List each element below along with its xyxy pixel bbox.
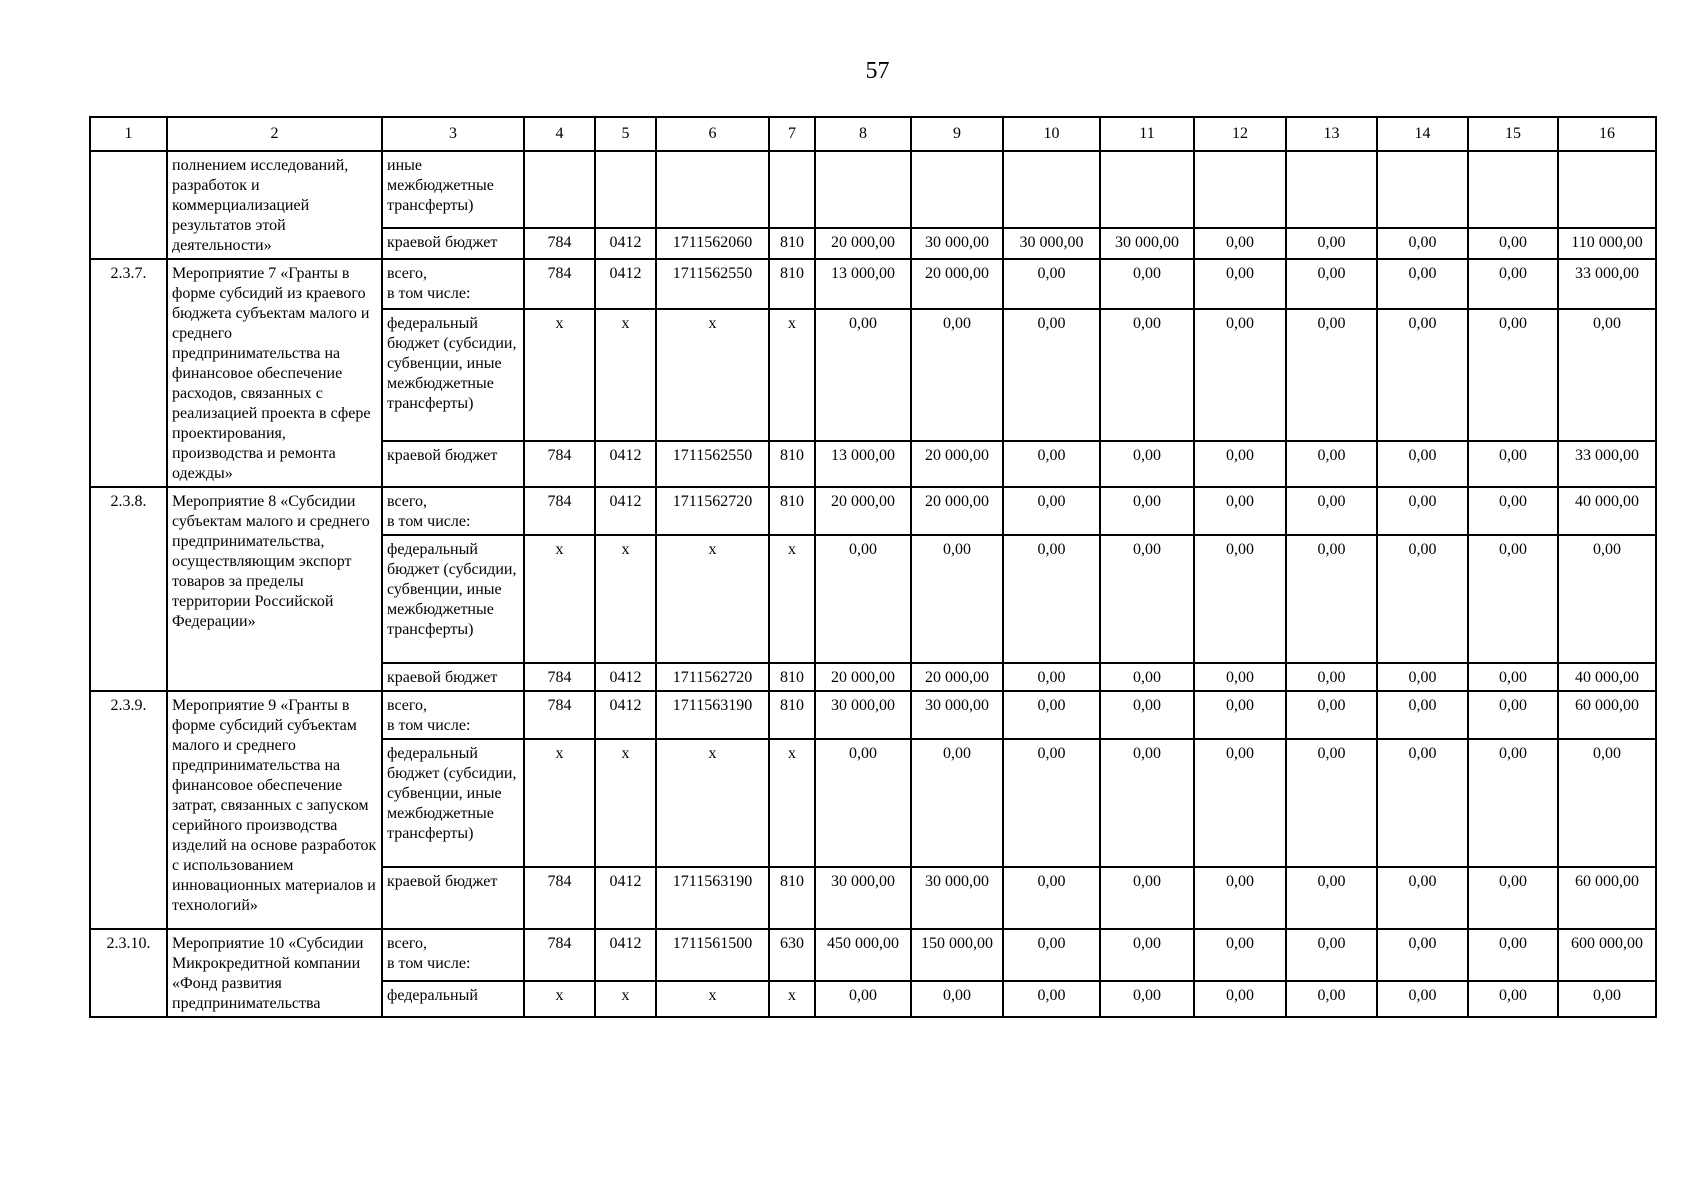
cell-expense-type: 810: [769, 441, 815, 487]
cell-y5: 0,00: [1194, 691, 1286, 739]
cell-y7: 0,00: [1377, 691, 1468, 739]
cell-y3: 0,00: [1003, 867, 1100, 929]
cell-y3: 0,00: [1003, 691, 1100, 739]
cell-y8: 0,00: [1468, 535, 1558, 663]
budget-table: [89, 116, 1657, 1018]
funding-source: краевой бюджет: [382, 441, 524, 487]
column-number-2: 2: [167, 117, 382, 151]
item-description: Мероприятие 9 «Гранты в форме субсидий субъектам малого и среднего предпринимательства на финансовое обеспечение затрат, связанных с запуском серийного производства изделий на основе разработок с использованием инновационных материалов и технологий»: [167, 691, 382, 929]
cell-y3: 0,00: [1003, 739, 1100, 867]
cell-y3: 0,00: [1003, 259, 1100, 309]
cell-y7: 0,00: [1377, 739, 1468, 867]
column-number-15: 15: [1468, 117, 1558, 151]
cell-y7: 0,00: [1377, 487, 1468, 535]
cell-y6: 0,00: [1286, 309, 1377, 442]
cell-y6: 0,00: [1286, 981, 1377, 1018]
cell-y1: 0,00: [815, 309, 911, 442]
cell-y6: 0,00: [1286, 441, 1377, 487]
cell-y7: 0,00: [1377, 929, 1468, 981]
cell-y1: [815, 151, 911, 228]
cell-total: 40 000,00: [1558, 487, 1656, 535]
cell-y6: [1286, 151, 1377, 228]
cell-section: x: [595, 739, 656, 867]
cell-section: 0412: [595, 929, 656, 981]
cell-y2: 0,00: [911, 981, 1003, 1018]
cell-chapter: 784: [524, 441, 595, 487]
cell-y6: 0,00: [1286, 929, 1377, 981]
cell-y5: [1194, 151, 1286, 228]
funding-source: федеральный бюджет (субсидии, субвенции, иные межбюджетные трансферты): [382, 739, 524, 867]
cell-y7: [1377, 151, 1468, 228]
cell-section: 0412: [595, 228, 656, 259]
cell-total: 600 000,00: [1558, 929, 1656, 981]
cell-y1: 13 000,00: [815, 259, 911, 309]
cell-y8: 0,00: [1468, 691, 1558, 739]
funding-source: федеральный бюджет (субсидии, субвенции, иные межбюджетные трансферты): [382, 535, 524, 663]
cell-y6: 0,00: [1286, 867, 1377, 929]
column-number-row: [90, 117, 1656, 151]
funding-source: всего, в том числе:: [382, 691, 524, 739]
cell-y4: 0,00: [1100, 867, 1194, 929]
cell-y2: 30 000,00: [911, 691, 1003, 739]
item-number: 2.3.7.: [90, 259, 167, 487]
cell-total: 33 000,00: [1558, 259, 1656, 309]
cell-section: 0412: [595, 259, 656, 309]
cell-y4: 0,00: [1100, 691, 1194, 739]
cell-y3: 0,00: [1003, 929, 1100, 981]
cell-y5: 0,00: [1194, 929, 1286, 981]
cell-y1: 20 000,00: [815, 663, 911, 691]
column-number-13: 13: [1286, 117, 1377, 151]
cell-total: 0,00: [1558, 309, 1656, 442]
cell-y8: 0,00: [1468, 441, 1558, 487]
cell-expense-type: x: [769, 739, 815, 867]
column-number-11: 11: [1100, 117, 1194, 151]
cell-expense-type: x: [769, 309, 815, 442]
funding-source: иные межбюджетные трансферты): [382, 151, 524, 228]
cell-y7: 0,00: [1377, 441, 1468, 487]
column-number-9: 9: [911, 117, 1003, 151]
cell-y5: 0,00: [1194, 441, 1286, 487]
cell-y2: [911, 151, 1003, 228]
cell-y4: 0,00: [1100, 441, 1194, 487]
column-number-4: 4: [524, 117, 595, 151]
cell-expense-type: x: [769, 535, 815, 663]
cell-y5: 0,00: [1194, 535, 1286, 663]
cell-y8: 0,00: [1468, 867, 1558, 929]
cell-y3: 0,00: [1003, 487, 1100, 535]
cell-y4: 30 000,00: [1100, 228, 1194, 259]
cell-y1: 450 000,00: [815, 929, 911, 981]
cell-y6: 0,00: [1286, 691, 1377, 739]
cell-y5: 0,00: [1194, 867, 1286, 929]
cell-y1: 0,00: [815, 981, 911, 1018]
table-row: [90, 259, 1656, 309]
funding-source: федеральный: [382, 981, 524, 1018]
cell-y7: 0,00: [1377, 981, 1468, 1018]
page-number: 57: [865, 58, 890, 84]
column-number-6: 6: [656, 117, 769, 151]
item-description: полнением исследований, разработок и коммерциализацией результатов этой деятельности»: [167, 151, 382, 259]
cell-target-article: 1711562550: [656, 259, 769, 309]
cell-chapter: 784: [524, 228, 595, 259]
item-description: Мероприятие 7 «Гранты в форме субсидий из краевого бюджета субъектам малого и среднего предпринимательства на финансовое обеспечение расходов, связанных с реализацией проекта в сфере проектирования, производства и ремонта одежды»: [167, 259, 382, 487]
cell-chapter: x: [524, 535, 595, 663]
column-number-3: 3: [382, 117, 524, 151]
cell-y2: 0,00: [911, 535, 1003, 663]
cell-y2: 20 000,00: [911, 259, 1003, 309]
funding-source: краевой бюджет: [382, 228, 524, 259]
cell-total: [1558, 151, 1656, 228]
cell-target-article: 1711562550: [656, 441, 769, 487]
cell-y3: 0,00: [1003, 309, 1100, 442]
funding-source: федеральный бюджет (субсидии, субвенции, иные межбюджетные трансферты): [382, 309, 524, 442]
column-number-12: 12: [1194, 117, 1286, 151]
cell-y4: 0,00: [1100, 981, 1194, 1018]
cell-y6: 0,00: [1286, 228, 1377, 259]
cell-y7: 0,00: [1377, 259, 1468, 309]
cell-target-article: x: [656, 535, 769, 663]
cell-y4: [1100, 151, 1194, 228]
cell-y5: 0,00: [1194, 309, 1286, 442]
cell-y3: 0,00: [1003, 535, 1100, 663]
cell-chapter: 784: [524, 929, 595, 981]
cell-y6: 0,00: [1286, 487, 1377, 535]
cell-y1: 0,00: [815, 535, 911, 663]
cell-section: x: [595, 981, 656, 1018]
cell-y4: 0,00: [1100, 663, 1194, 691]
cell-target-article: x: [656, 309, 769, 442]
column-number-5: 5: [595, 117, 656, 151]
cell-y3: 0,00: [1003, 441, 1100, 487]
cell-chapter: x: [524, 981, 595, 1018]
cell-section: 0412: [595, 663, 656, 691]
cell-target-article: [656, 151, 769, 228]
cell-y6: 0,00: [1286, 739, 1377, 867]
cell-chapter: [524, 151, 595, 228]
cell-section: 0412: [595, 441, 656, 487]
cell-section: x: [595, 535, 656, 663]
cell-y2: 20 000,00: [911, 663, 1003, 691]
funding-source: краевой бюджет: [382, 867, 524, 929]
cell-y3: 0,00: [1003, 981, 1100, 1018]
cell-expense-type: 810: [769, 663, 815, 691]
cell-y3: [1003, 151, 1100, 228]
cell-expense-type: 810: [769, 487, 815, 535]
cell-y4: 0,00: [1100, 535, 1194, 663]
item-number: 2.3.8.: [90, 487, 167, 691]
cell-section: x: [595, 309, 656, 442]
cell-y6: 0,00: [1286, 663, 1377, 691]
column-number-10: 10: [1003, 117, 1100, 151]
cell-y1: 20 000,00: [815, 487, 911, 535]
cell-y8: 0,00: [1468, 663, 1558, 691]
cell-total: 33 000,00: [1558, 441, 1656, 487]
cell-y2: 30 000,00: [911, 867, 1003, 929]
funding-source: всего, в том числе:: [382, 487, 524, 535]
item-number: [90, 151, 167, 259]
cell-y5: 0,00: [1194, 739, 1286, 867]
cell-y2: 150 000,00: [911, 929, 1003, 981]
cell-chapter: 784: [524, 487, 595, 535]
cell-y3: 0,00: [1003, 663, 1100, 691]
cell-y4: 0,00: [1100, 929, 1194, 981]
cell-y2: 20 000,00: [911, 441, 1003, 487]
cell-expense-type: x: [769, 981, 815, 1018]
cell-target-article: 1711563190: [656, 867, 769, 929]
cell-chapter: 784: [524, 691, 595, 739]
cell-section: [595, 151, 656, 228]
column-number-1: 1: [90, 117, 167, 151]
item-description: Мероприятие 10 «Субсидии Микрокредитной компании «Фонд развития предпринимательства: [167, 929, 382, 1017]
cell-y7: 0,00: [1377, 867, 1468, 929]
cell-y7: 0,00: [1377, 309, 1468, 442]
cell-y2: 0,00: [911, 309, 1003, 442]
cell-total: 60 000,00: [1558, 867, 1656, 929]
funding-source: всего, в том числе:: [382, 259, 524, 309]
cell-y7: 0,00: [1377, 663, 1468, 691]
cell-total: 0,00: [1558, 981, 1656, 1018]
cell-total: 0,00: [1558, 535, 1656, 663]
cell-total: 60 000,00: [1558, 691, 1656, 739]
cell-expense-type: 810: [769, 867, 815, 929]
cell-y4: 0,00: [1100, 259, 1194, 309]
cell-y8: 0,00: [1468, 981, 1558, 1018]
cell-y7: 0,00: [1377, 535, 1468, 663]
cell-y8: 0,00: [1468, 929, 1558, 981]
cell-y1: 13 000,00: [815, 441, 911, 487]
table-row: [90, 151, 1656, 228]
cell-expense-type: 630: [769, 929, 815, 981]
cell-y3: 30 000,00: [1003, 228, 1100, 259]
cell-y6: 0,00: [1286, 259, 1377, 309]
cell-chapter: 784: [524, 663, 595, 691]
cell-total: 110 000,00: [1558, 228, 1656, 259]
cell-expense-type: [769, 151, 815, 228]
cell-y5: 0,00: [1194, 259, 1286, 309]
cell-y8: 0,00: [1468, 739, 1558, 867]
cell-y6: 0,00: [1286, 535, 1377, 663]
cell-y1: 0,00: [815, 739, 911, 867]
item-number: 2.3.10.: [90, 929, 167, 1017]
cell-chapter: 784: [524, 259, 595, 309]
item-number: 2.3.9.: [90, 691, 167, 929]
funding-source: краевой бюджет: [382, 663, 524, 691]
cell-chapter: x: [524, 309, 595, 442]
cell-y8: 0,00: [1468, 487, 1558, 535]
cell-target-article: 1711562060: [656, 228, 769, 259]
table-row: [90, 929, 1656, 981]
cell-y2: 30 000,00: [911, 228, 1003, 259]
table-row: [90, 691, 1656, 739]
cell-y5: 0,00: [1194, 487, 1286, 535]
cell-y4: 0,00: [1100, 487, 1194, 535]
cell-target-article: x: [656, 739, 769, 867]
cell-total: 0,00: [1558, 739, 1656, 867]
funding-source: всего, в том числе:: [382, 929, 524, 981]
cell-y7: 0,00: [1377, 228, 1468, 259]
cell-target-article: x: [656, 981, 769, 1018]
column-number-8: 8: [815, 117, 911, 151]
cell-chapter: x: [524, 739, 595, 867]
cell-y5: 0,00: [1194, 981, 1286, 1018]
cell-expense-type: 810: [769, 691, 815, 739]
cell-y1: 20 000,00: [815, 228, 911, 259]
cell-target-article: 1711562720: [656, 663, 769, 691]
cell-y1: 30 000,00: [815, 867, 911, 929]
cell-y2: 0,00: [911, 739, 1003, 867]
cell-y4: 0,00: [1100, 739, 1194, 867]
item-description: Мероприятие 8 «Субсидии субъектам малого и среднего предпринимательства, осуществляющим экспорт товаров за пределы территории Российской Федерации»: [167, 487, 382, 691]
cell-total: 40 000,00: [1558, 663, 1656, 691]
cell-section: 0412: [595, 487, 656, 535]
cell-y8: [1468, 151, 1558, 228]
cell-section: 0412: [595, 691, 656, 739]
cell-target-article: 1711561500: [656, 929, 769, 981]
cell-section: 0412: [595, 867, 656, 929]
table-row: [90, 487, 1656, 535]
cell-y1: 30 000,00: [815, 691, 911, 739]
cell-target-article: 1711563190: [656, 691, 769, 739]
cell-y4: 0,00: [1100, 309, 1194, 442]
column-number-14: 14: [1377, 117, 1468, 151]
cell-expense-type: 810: [769, 259, 815, 309]
cell-chapter: 784: [524, 867, 595, 929]
cell-expense-type: 810: [769, 228, 815, 259]
cell-target-article: 1711562720: [656, 487, 769, 535]
cell-y2: 20 000,00: [911, 487, 1003, 535]
column-number-16: 16: [1558, 117, 1656, 151]
cell-y8: 0,00: [1468, 259, 1558, 309]
cell-y5: 0,00: [1194, 663, 1286, 691]
column-number-7: 7: [769, 117, 815, 151]
cell-y5: 0,00: [1194, 228, 1286, 259]
cell-y8: 0,00: [1468, 228, 1558, 259]
cell-y8: 0,00: [1468, 309, 1558, 442]
